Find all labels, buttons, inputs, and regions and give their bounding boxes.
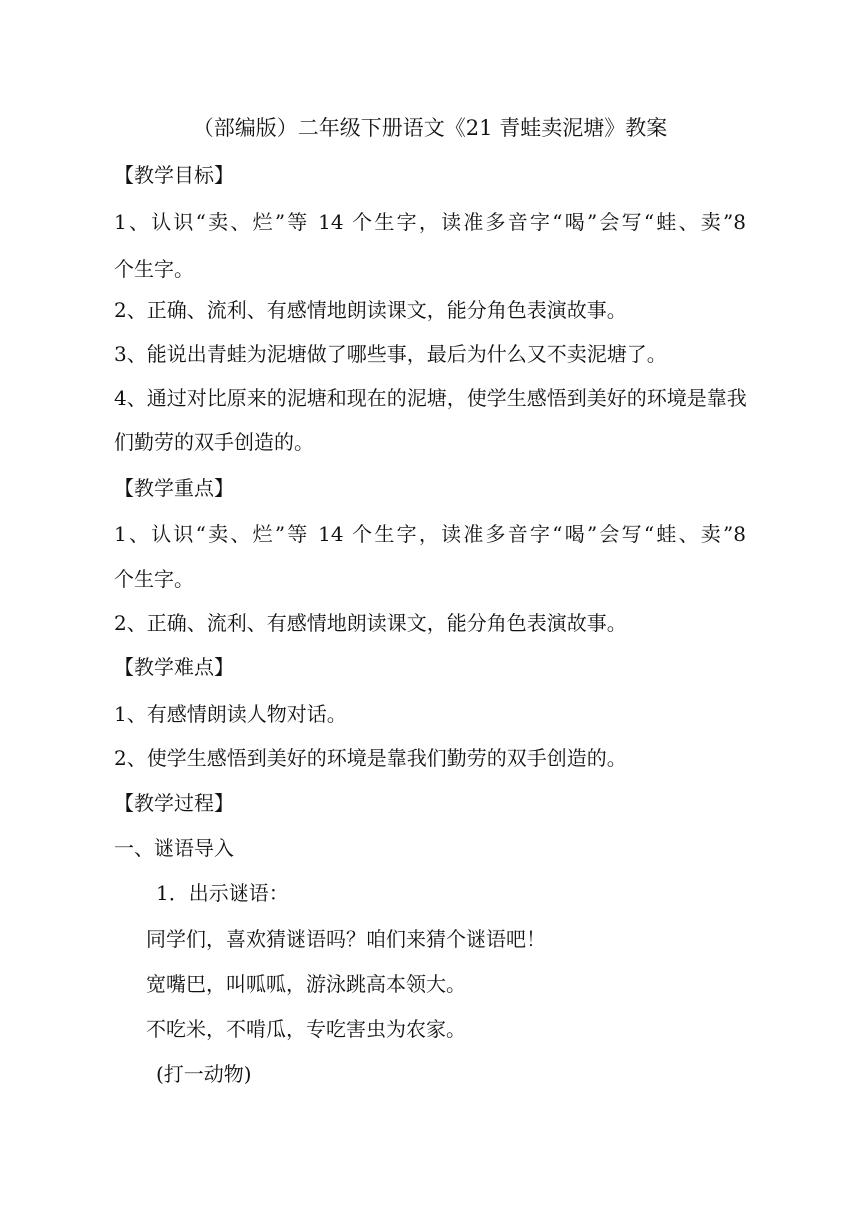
key-point-item-2: 2、正确、流利、有感情地朗读课文，能分角色表演故事。	[114, 611, 627, 635]
page-title: （部编版）二年级下册语文《21 青蛙卖泥塘》教案	[192, 116, 668, 140]
objective-item-2: 2、正确、流利、有感情地朗读课文，能分角色表演故事。	[114, 298, 627, 322]
objective-item-4-line-2: 们勤劳的双手创造的。	[114, 430, 314, 454]
riddle-hint: (打一动物)	[156, 1062, 252, 1086]
difficulty-item-2: 2、使学生感悟到美好的环境是靠我们勤劳的双手创造的。	[114, 746, 627, 770]
objectives-heading: 【教学目标】	[114, 163, 234, 187]
objective-item-3: 3、能说出青蛙为泥塘做了哪些事，最后为什么又不卖泥塘了。	[114, 342, 667, 366]
objective-item-4-line-1: 4、通过对比原来的泥塘和现在的泥塘，使学生感悟到美好的环境是靠我	[114, 386, 747, 410]
key-point-item-1-line-1: 1、认识“卖、烂”等 14 个生字，读准多音字“喝”会写“蛙、卖”8	[114, 522, 746, 546]
key-point-item-1-line-2: 个生字。	[114, 567, 194, 591]
riddle-line-3: 不吃米，不啃瓜，专吃害虫为农家。	[146, 1017, 466, 1041]
section-1-heading: 一、谜语导入	[114, 836, 234, 860]
riddle-line-2: 宽嘴巴，叫呱呱，游泳跳高本领大。	[146, 972, 466, 996]
riddle-line-1: 同学们，喜欢猜谜语吗？咱们来猜个谜语吧！	[146, 927, 546, 951]
difficulties-heading: 【教学难点】	[114, 655, 234, 679]
objective-item-1-line-2: 个生字。	[114, 257, 194, 281]
process-heading: 【教学过程】	[114, 791, 234, 815]
difficulty-item-1: 1、有感情朗读人物对话。	[114, 702, 347, 726]
section-1-step-1: 1．出示谜语：	[156, 881, 289, 905]
objective-item-1-line-1: 1、认识“卖、烂”等 14 个生字，读准多音字“喝”会写“蛙、卖”8	[114, 210, 746, 234]
key-points-heading: 【教学重点】	[114, 476, 234, 500]
